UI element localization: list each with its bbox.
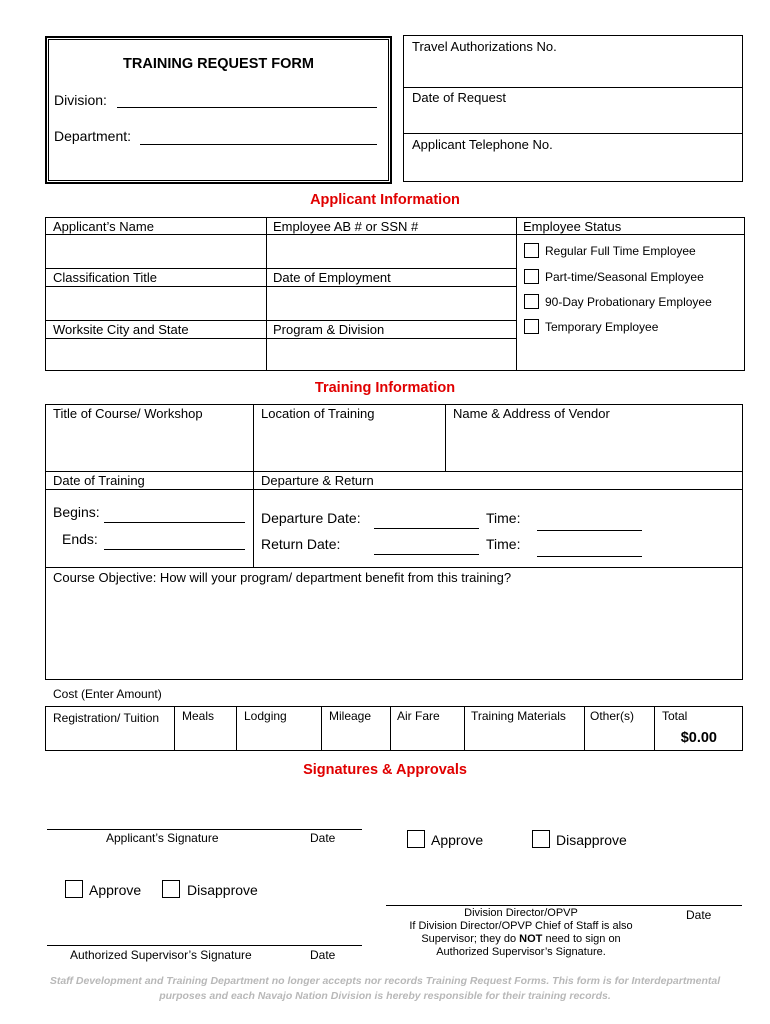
director-disapprove-checkbox[interactable] <box>532 830 550 848</box>
divider <box>45 338 517 339</box>
form-title: TRAINING REQUEST FORM <box>123 56 314 72</box>
ends-label: Ends: <box>62 531 98 547</box>
cost-others-input[interactable] <box>585 727 653 749</box>
applicant-section-title: Applicant Information <box>310 192 460 208</box>
date-employment-label: Date of Employment <box>273 270 391 285</box>
director-signature-line <box>386 905 742 906</box>
divider <box>45 471 743 472</box>
cost-col-others: Other(s) <box>590 709 635 723</box>
date-training-label: Date of Training <box>53 473 145 488</box>
applicant-signature-line <box>47 829 362 830</box>
return-time-label: Time: <box>486 536 521 552</box>
cost-total-value: $0.00 <box>680 730 717 746</box>
supervisor-signature-label: Authorized Supervisor’s Signature <box>70 948 252 962</box>
director-note-3: Authorized Supervisor’s Signature. <box>436 946 606 958</box>
director-note-2 <box>386 933 656 945</box>
course-objective-label: Course Objective: How will your program/ department benefit from this training? <box>53 570 512 585</box>
cost-col-materials: Training Materials <box>471 709 566 723</box>
applicant-signature-label: Applicant’s Signature <box>106 831 219 845</box>
course-title-label: Title of Course/ Workshop <box>53 406 203 421</box>
employee-id-label: Employee AB # or SSN # <box>273 219 419 234</box>
divider <box>45 567 743 568</box>
course-title-input[interactable] <box>46 423 252 470</box>
program-label: Program & Division <box>273 322 385 337</box>
status-option-regular: Regular Full Time Employee <box>545 244 696 258</box>
vendor-input[interactable] <box>446 423 742 470</box>
divider <box>403 133 743 134</box>
cost-col-airfare: Air Fare <box>397 709 440 723</box>
departure-date-label: Departure Date: <box>261 510 361 526</box>
applicant-name-input[interactable] <box>46 236 265 267</box>
cost-mileage-input[interactable] <box>322 727 389 749</box>
cost-col-total: Total <box>662 709 688 723</box>
supervisor-approve-label: Approve <box>89 882 142 898</box>
departure-time-label: Time: <box>486 510 521 526</box>
status-option-probationary: 90-Day Probationary Employee <box>545 295 712 309</box>
location-label: Location of Training <box>261 406 375 421</box>
underline <box>374 528 479 529</box>
applicant-name-label: Applicant’s Name <box>53 219 154 234</box>
supervisor-signature-line <box>47 945 362 946</box>
underline <box>537 530 642 531</box>
status-checkbox-regular[interactable] <box>524 243 539 258</box>
director-title: Division Director/OPVP <box>464 907 578 919</box>
cost-heading: Cost (Enter Amount) <box>53 687 162 701</box>
cost-col-meals: Meals <box>182 709 215 723</box>
vendor-label: Name & Address of Vendor <box>453 406 610 421</box>
footer-line-1: Staff Development and Training Department no longer accepts nor records Training Request Forms. This form is for Interdepartmental <box>49 975 721 987</box>
status-checkbox-temporary[interactable] <box>524 319 539 334</box>
supervisor-disapprove-label: Disapprove <box>187 882 258 898</box>
applicant-signature-date-label: Date <box>310 831 336 845</box>
classification-label: Classification Title <box>53 270 158 285</box>
cost-lodging-input[interactable] <box>237 727 320 749</box>
departure-date-input[interactable] <box>374 510 479 527</box>
divider <box>45 489 743 490</box>
status-checkbox-parttime[interactable] <box>524 269 539 284</box>
underline <box>374 554 479 555</box>
cost-registration-input[interactable] <box>46 727 173 749</box>
return-date-input[interactable] <box>374 536 479 553</box>
director-disapprove-label: Disapprove <box>556 832 627 848</box>
ends-input[interactable] <box>104 531 245 548</box>
director-note-2-a: Supervisor; they do <box>421 933 520 945</box>
supervisor-signature-date-label: Date <box>310 948 336 962</box>
employee-status-label: Employee Status <box>523 219 622 234</box>
course-objective-input[interactable] <box>46 588 742 679</box>
begins-label: Begins: <box>53 504 100 520</box>
date-employment-input[interactable] <box>267 288 515 319</box>
cost-materials-input[interactable] <box>465 727 583 749</box>
supervisor-disapprove-checkbox[interactable] <box>162 880 180 898</box>
telephone-label: Applicant Telephone No. <box>412 137 553 152</box>
telephone-input[interactable] <box>405 156 741 178</box>
director-signature-date-label: Date <box>686 908 712 922</box>
status-option-temporary: Temporary Employee <box>545 320 659 334</box>
department-underline <box>140 144 377 145</box>
return-time-input[interactable] <box>537 537 642 555</box>
director-note-1: If Division Director/OPVP Chief of Staff is also <box>409 920 633 932</box>
worksite-label: Worksite City and State <box>53 322 189 337</box>
director-note-2-c: need to sign on <box>542 933 621 945</box>
classification-input[interactable] <box>46 288 265 319</box>
department-input[interactable] <box>140 125 377 143</box>
status-checkbox-probationary[interactable] <box>524 294 539 309</box>
department-label: Department: <box>54 128 132 144</box>
division-input[interactable] <box>117 88 377 106</box>
program-input[interactable] <box>267 340 515 370</box>
cost-meals-input[interactable] <box>175 727 235 749</box>
divider <box>45 234 745 235</box>
underline <box>104 522 245 523</box>
departure-time-input[interactable] <box>537 511 642 529</box>
footer-note <box>10 974 760 1004</box>
begins-input[interactable] <box>104 504 245 521</box>
worksite-input[interactable] <box>46 340 265 370</box>
date-request-label: Date of Request <box>412 90 506 105</box>
training-section-title: Training Information <box>314 380 456 396</box>
divider <box>45 320 517 321</box>
status-option-parttime: Part-time/Seasonal Employee <box>545 270 704 284</box>
footer-line-2: purposes and each Navajo Nation Division is hereby responsible for their training records. <box>159 990 611 1002</box>
return-date-label: Return Date: <box>261 536 341 552</box>
travel-auth-label: Travel Authorizations No. <box>412 39 557 54</box>
divider <box>516 217 517 371</box>
location-input[interactable] <box>254 423 444 470</box>
underline <box>104 549 245 550</box>
employee-id-input[interactable] <box>267 236 515 267</box>
date-request-input[interactable] <box>405 108 741 130</box>
divider <box>45 286 517 287</box>
supervisor-approve-checkbox[interactable] <box>65 880 83 898</box>
director-approve-checkbox[interactable] <box>407 830 425 848</box>
travel-auth-input[interactable] <box>405 58 741 84</box>
cost-col-mileage: Mileage <box>329 709 372 723</box>
divider <box>403 87 743 88</box>
cost-col-lodging: Lodging <box>244 709 287 723</box>
cost-col-registration: Registration/ Tuition <box>53 711 160 725</box>
director-note-2-bold: NOT <box>519 933 543 945</box>
divider <box>45 268 517 269</box>
departure-return-label: Departure & Return <box>261 473 374 488</box>
director-approve-label: Approve <box>431 832 484 848</box>
signatures-section-title: Signatures & Approvals <box>303 762 467 778</box>
division-underline <box>117 107 377 108</box>
division-label: Division: <box>54 92 107 108</box>
cost-airfare-input[interactable] <box>391 727 463 749</box>
underline <box>537 556 642 557</box>
